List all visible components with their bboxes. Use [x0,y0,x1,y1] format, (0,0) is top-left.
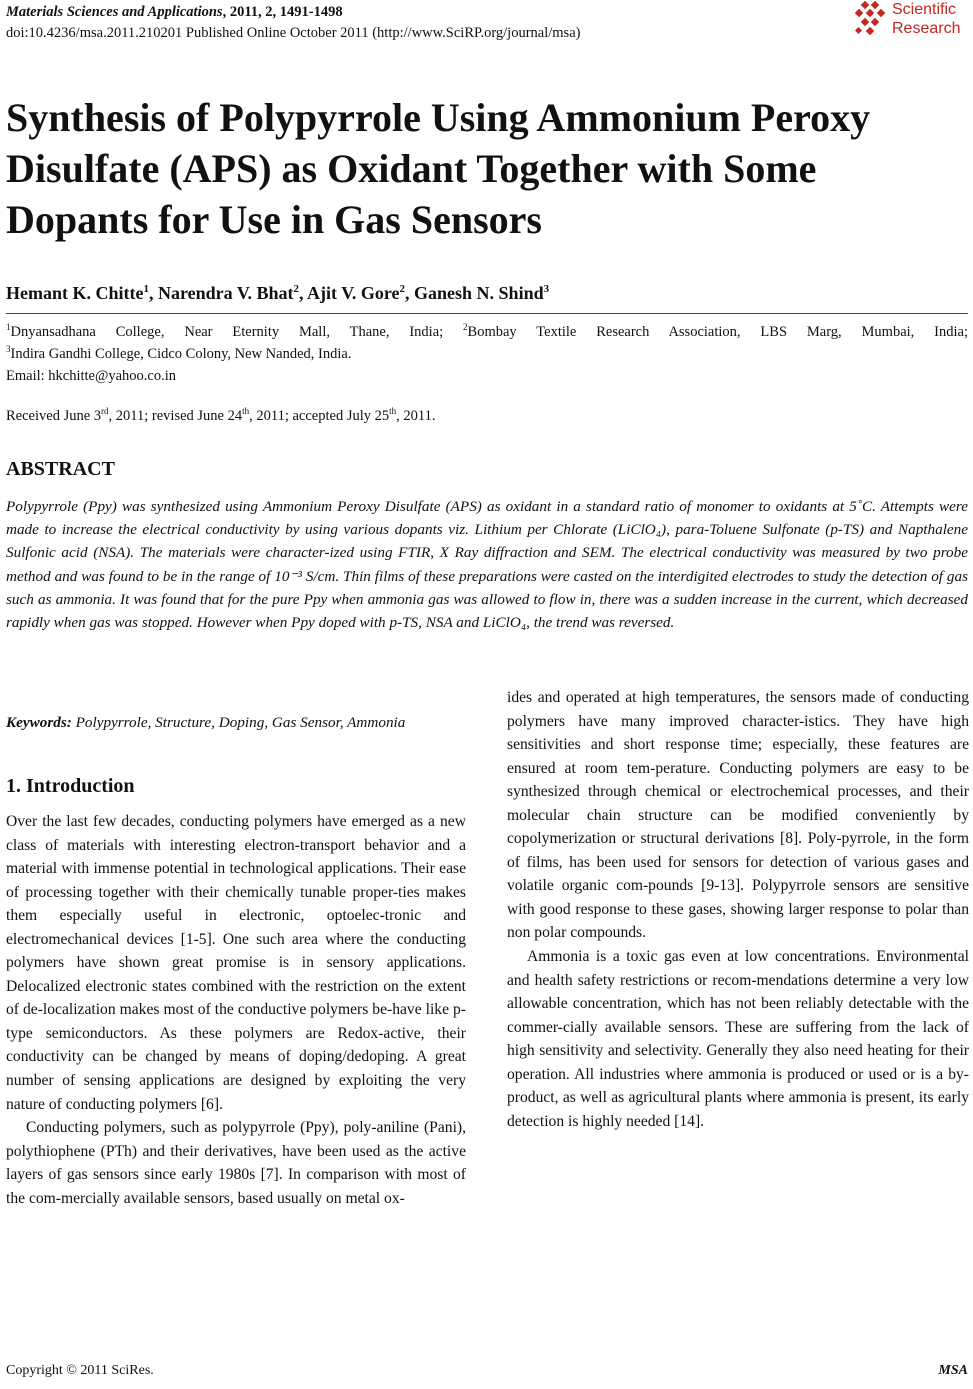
author-name: Ganesh N. Shind [414,283,544,303]
copyright-notice: Copyright © 2011 SciRes. [6,1363,154,1378]
affiliation-mark: 2 [463,322,468,332]
journal-header [6,2,766,44]
affiliation-2: Bombay Textile Research Association, LBS Marg, Mumbai, India; [467,324,968,340]
body-column-left [6,810,466,1210]
ordinal-suffix: rd [101,406,109,416]
author-list [6,281,549,305]
journal-citation [6,2,766,23]
scirp-logo-icon [852,0,888,40]
author-separator: , [148,283,158,303]
section-heading: 1. Introduction [6,775,135,797]
author-affiliation-mark: 2 [399,283,406,295]
logo-wordmark [892,0,960,38]
logo-line1: Scientific [892,1,957,18]
contact-email: Email: hkchitte@yahoo.co.in [6,368,176,384]
journal-issue: , 2011, 2, 1491-1498 [222,4,343,20]
affiliation-mark: 3 [6,344,11,354]
author-name: Narendra V. Bhat [157,283,294,303]
publisher-logo [852,0,972,44]
keywords-colon: : [66,714,76,731]
revised-date: , 2011; revised June 24 [108,408,243,424]
journal-name: Materials Sciences and Applications [6,4,223,20]
journal-abbreviation: MSA [938,1363,968,1378]
body-column-right [507,686,969,1133]
keywords-list: Polypyrrole, Structure, Doping, Gas Sensor, Ammonia [75,714,406,731]
ordinal-suffix: th [389,406,397,416]
year: , 2011. [396,408,436,424]
ordinal-suffix: th [242,406,250,416]
affiliations [6,321,968,387]
author-separator: , [299,283,308,303]
author-affiliation-mark: 3 [543,283,550,295]
paper-title: Synthesis of Polypyrrole Using Ammonium Peroxy Disulfate (APS) as Oxidant Together with Some Dopants for Use in Gas Sensors [6,95,871,242]
accepted-date: , 2011; accepted July 25 [249,408,390,424]
affiliation-line [6,343,968,365]
body-paragraph: Over the last few decades, conducting polymers have emerged as a new class of materials with interesting electron-transport behavior and a material with immense potential in technological applications. Their ease of processing together with their chemically tunable proper-ties makes them especially useful in electronic, optoelec-tronic and electromechanical devices [1-5]. One such area where the conducting polymers have shown great promise is in sensory applications. Delocalized electronic states combined with the restriction on the extent of de-localization makes most of the conductive polymers be-have like p-type semiconductors. As these polymers are Redox-active, their conductivity can be changed by means of doping/dedoping. A great number of sensing applications are designed by exploiting the very nature of conducting polymers [6]. [6,813,466,1113]
logo-line2: Research [892,20,961,37]
author-name: Ajit V. Gore [307,283,400,303]
body-paragraph: Conducting polymers, such as polypyrrole (Ppy), poly-aniline (Pani), polythiophene (PTh) and their derivatives, have been used as the active layers of gas sensors since early 1980s [7]. In comparison with most of the com-mercially available sensors, based usually on metal ox- [6,1119,466,1207]
doi-line: doi:10.4236/msa.2011.210201 Published Online October 2011 (http://www.SciRP.org/journal/msa) [6,25,581,41]
author-name: Hemant K. Chitte [6,283,144,303]
author-divider [6,313,968,314]
body-paragraph: ides and operated at high temperatures, the sensors made of conducting polymers have many improved character-istics. They have high sensitivities and short response time; especially, these features are ensured at room tem-perature. Conducting polymers are easy to be synthesized through chemical or electrochemical processes, and their molecular chain structure can be modified conveniently by copolymerization or structural derivations [8]. Poly-pyrrole, in the form of films, has been used for sensors for detection of various gases and volatile organic com-pounds [9-13]. Polypyrrole sensors are sensitive with good response to these gases, showing larger response to polar than non polar compounds. [507,689,969,942]
affiliation-line [6,321,968,343]
abstract-heading: ABSTRACT [6,458,115,480]
affiliation-mark: 1 [6,322,11,332]
affiliation-1: Dnyansadhana College, Near Eternity Mall, Thane, India; [10,324,464,340]
submission-dates [6,406,435,426]
author-separator: , [405,283,415,303]
author-affiliation-mark: 2 [293,283,300,295]
keywords-label: Keywords [6,714,67,731]
received-date: Received June 3 [6,408,102,424]
author-affiliation-mark: 1 [143,283,149,295]
body-paragraph: Ammonia is a toxic gas even at low concentrations. Environmental and health safety restrictions or recom-mendations determine a very low allowable concentration, which has not been reliably detectable with the commer-cially available sensors. These are suffering from the lack of high sensitivity and selectivity. Generally they also need heating for their operation. All industries where ammonia is produced or used or is a by-product, as well as agricultural plants where ammonia is present, its early detection is highly needed [14]. [507,948,969,1130]
affiliation-3: Indira Gandhi College, Cidco Colony, New Nanded, India. [10,346,352,362]
abstract-text: Polypyrrole (Ppy) was synthesized using Ammonium Peroxy Disulfate (APS) as oxidant in a standard ratio of monomer to oxidants at 5˚C. Attempts were made to increase the electrical conductivity by using various dopants viz. Lithium per Chlorate (LiClO₄), para-Toluene Sulfonate (p-TS) and Napthalene Sulfonic acid (NSA). The materials were character-ized using FTIR, X Ray diffraction and SEM. The electrical conductivity was measured by two probe method and was found to be in the range of 10⁻³ S/cm. Thin films of these preparations were casted on the interdigited electrodes to study the detection of gas such as ammonia. It was found that for the pure Ppy when ammonia gas was allowed to flow in, there was a sudden increase in the current, which decreased rapidly when gas was stopped. However when Ppy doped with p-TS, NSA and LiClO₄, the trend was reversed. [6,498,968,632]
keywords [6,712,405,734]
